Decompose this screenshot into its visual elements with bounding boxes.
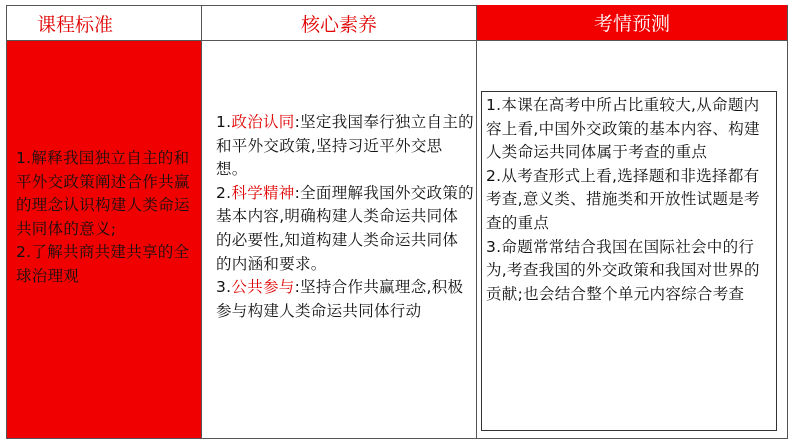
core-literacy-cell — [202, 41, 477, 439]
literacy-item — [216, 182, 474, 276]
literacy-term: 科学精神 — [231, 183, 295, 202]
literacy-description: :全面理解我国外交政策的基本内容,明确构建人类命运共同体的必要性,知道构建人类命运共同体的内涵和要求。 — [216, 183, 474, 273]
literacy-description: :坚定我国奉行独立自主的和平外交政策,坚持习近平外交思想。 — [216, 113, 474, 179]
exam-forecast-text — [481, 91, 777, 431]
core-literacy-text — [216, 111, 474, 323]
curriculum-standard-cell — [6, 41, 202, 439]
exam-forecast-cell — [477, 41, 788, 439]
literacy-term: 公共参与 — [231, 278, 295, 297]
literacy-item — [216, 111, 474, 182]
literacy-description: :坚持合作共赢理念,积极参与构建人类命运共同体行动 — [216, 278, 464, 320]
literacy-term: 政治认同 — [231, 113, 295, 131]
header-exam-forecast: 考情预测 — [477, 5, 788, 41]
header-core-literacy: 核心素养 — [202, 5, 477, 41]
literacy-number: 1. — [216, 113, 232, 131]
content-table — [6, 5, 788, 439]
standard-item: 1.解释我国独立自主的和平外交政策阐述合作共赢的理念认识构建人类命运共同体的意义; — [16, 149, 190, 238]
literacy-number: 2. — [216, 183, 232, 202]
forecast-item: 1.本课在高考中所占比重较大,从命题内容上看,中国外交政策的基本内容、构建人类命运共同体属于考查的重点 — [486, 96, 760, 162]
literacy-item — [216, 276, 474, 323]
forecast-item: 2.从考查形式上看,选择题和非选择都有考查,意义类、措施类和开放性试题是考查的重点 — [486, 166, 760, 232]
header-curriculum-standard: 课程标准 — [6, 5, 202, 41]
standard-item: 2.了解共商共建共享的全球治理观 — [16, 243, 190, 285]
literacy-number: 3. — [216, 278, 232, 297]
forecast-item: 3.命题常常结合我国在国际社会中的行为,考查我国的外交政策和我国对世界的贡献;也会结合整个单元内容综合考查 — [486, 237, 760, 303]
curriculum-standard-text — [16, 147, 196, 289]
